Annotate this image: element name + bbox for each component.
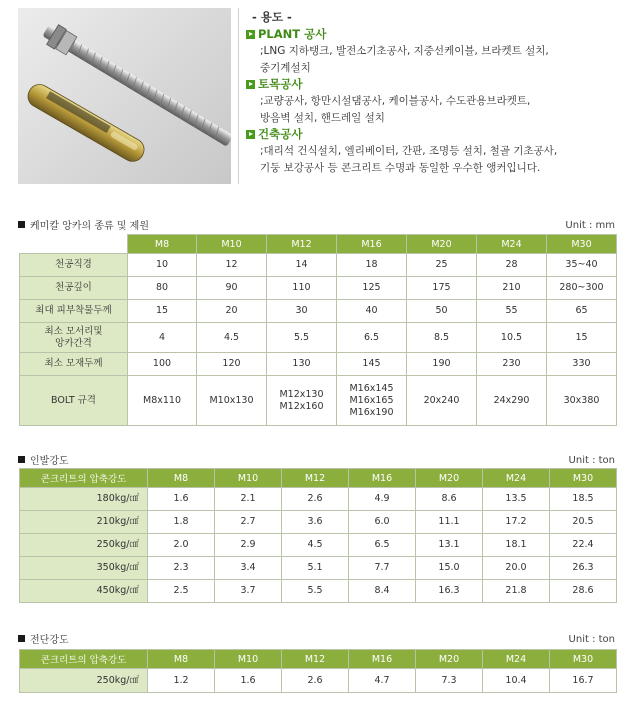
square-bullet-icon — [18, 221, 25, 228]
table-cell: 2.5 — [148, 580, 215, 603]
table-cell: 13.1 — [416, 534, 483, 557]
table-cell: 26.3 — [550, 557, 617, 580]
table-cell: 125 — [337, 277, 407, 300]
table-cell: 1.6 — [148, 488, 215, 511]
description-line: 중기계설치 — [260, 61, 311, 74]
table-cell: 21.8 — [483, 580, 550, 603]
column-header: M16 — [349, 469, 416, 488]
row-header: 350kg/㎠ — [20, 557, 148, 580]
category-description — [246, 143, 618, 176]
anchor-bolt-illustration — [18, 8, 231, 184]
column-header: M30 — [547, 235, 617, 254]
column-header: M12 — [282, 650, 349, 669]
table-cell: 11.1 — [416, 511, 483, 534]
description-line: ;LNG 지하탱크, 발전소기초공사, 지중선케이블, 브라켓트 설치, — [260, 45, 549, 57]
table-cell: 6.5 — [337, 323, 407, 353]
table-cell: M8x110 — [128, 376, 197, 426]
row-header: 최대 피부착물두께 — [20, 300, 128, 323]
description-line: 방음벽 설치, 핸드레일 설치 — [260, 111, 385, 124]
column-header: M30 — [550, 650, 617, 669]
corner-cell — [20, 235, 128, 254]
table-cell: 18.1 — [483, 534, 550, 557]
table-row — [20, 511, 617, 534]
shear-unit: Unit : ton — [568, 634, 615, 645]
table-cell: 22.4 — [550, 534, 617, 557]
table-cell: 3.4 — [215, 557, 282, 580]
table-cell: 2.9 — [215, 534, 282, 557]
table-cell: 15.0 — [416, 557, 483, 580]
table-cell: M12x130 M12x160 — [267, 376, 337, 426]
table-cell: 90 — [197, 277, 267, 300]
description-line: ;교량공사, 항만시설댐공사, 케이블공사, 수도관용브라켓트, — [260, 95, 531, 107]
row-header: 천공직경 — [20, 254, 128, 277]
table-cell: 8.4 — [349, 580, 416, 603]
spec-unit: Unit : mm — [565, 220, 615, 231]
table-cell: 5.5 — [282, 580, 349, 603]
description-line: ;대리석 건식설치, 엘리베이터, 간판, 조명등 설치, 철골 기초공사, — [260, 145, 558, 157]
table-cell: 17.2 — [483, 511, 550, 534]
table-cell: 4.9 — [349, 488, 416, 511]
table-cell: 280~300 — [547, 277, 617, 300]
table-cell: 20x240 — [407, 376, 477, 426]
column-header: M8 — [148, 469, 215, 488]
table-cell: 5.1 — [282, 557, 349, 580]
shear-section-title — [18, 631, 69, 646]
square-bullet-icon — [18, 635, 25, 642]
table-cell: 65 — [547, 300, 617, 323]
category-name: PLANT 공사 — [258, 27, 327, 41]
product-photo — [18, 8, 231, 184]
table-cell: 1.6 — [215, 669, 282, 693]
column-header: M20 — [416, 469, 483, 488]
table-cell: 100 — [128, 353, 197, 376]
table-row — [20, 376, 617, 426]
table-cell: 4.7 — [349, 669, 416, 693]
row-header: 최소 모서리및 앙카간격 — [20, 323, 128, 353]
table-cell: 4.5 — [197, 323, 267, 353]
column-header: M24 — [477, 235, 547, 254]
tensile-section-title — [18, 452, 69, 467]
section-title-text: 전단강도 — [30, 635, 69, 646]
description-line: 기둥 보강공사 등 콘크리트 수명과 동일한 우수한 앵커입니다. — [260, 161, 541, 174]
section-title-text: 인발강도 — [30, 456, 69, 467]
table-cell: 2.6 — [282, 488, 349, 511]
table-cell: 12 — [197, 254, 267, 277]
table-cell: 24x290 — [477, 376, 547, 426]
table-cell: 18.5 — [550, 488, 617, 511]
square-bullet-icon — [18, 456, 25, 463]
arrow-right-icon — [246, 130, 255, 139]
table-cell: 20.0 — [483, 557, 550, 580]
table-cell: 16.7 — [550, 669, 617, 693]
table-cell: 2.7 — [215, 511, 282, 534]
column-header: M16 — [349, 650, 416, 669]
usage-category-civil — [246, 76, 618, 93]
column-header: M8 — [128, 235, 197, 254]
table-cell: 4.5 — [282, 534, 349, 557]
column-header: M30 — [550, 469, 617, 488]
column-header: M8 — [148, 650, 215, 669]
table-cell: 2.3 — [148, 557, 215, 580]
tensile-unit: Unit : ton — [568, 455, 615, 466]
column-header: M20 — [407, 235, 477, 254]
spec-section-title — [18, 217, 149, 232]
table-cell: 6.0 — [349, 511, 416, 534]
table-cell: 2.6 — [282, 669, 349, 693]
table-header-row — [20, 235, 617, 254]
table-row — [20, 488, 617, 511]
table-cell: 10 — [128, 254, 197, 277]
table-cell: 175 — [407, 277, 477, 300]
column-header: M10 — [215, 650, 282, 669]
table-cell: 2.1 — [215, 488, 282, 511]
shear-table — [19, 649, 617, 693]
category-name: 건축공사 — [258, 127, 303, 141]
column-header: M12 — [282, 469, 349, 488]
column-header: M12 — [267, 235, 337, 254]
table-row — [20, 323, 617, 353]
row-header: 250kg/㎠ — [20, 534, 148, 557]
table-cell: 14 — [267, 254, 337, 277]
table-cell: 55 — [477, 300, 547, 323]
table-cell: 35~40 — [547, 254, 617, 277]
table-row — [20, 353, 617, 376]
table-row — [20, 580, 617, 603]
table-cell: 7.3 — [416, 669, 483, 693]
table-row — [20, 557, 617, 580]
arrow-right-icon — [246, 30, 255, 39]
row-header: 천공깊이 — [20, 277, 128, 300]
table-cell: 210 — [477, 277, 547, 300]
table-row — [20, 300, 617, 323]
table-cell: 30x380 — [547, 376, 617, 426]
column-header: M10 — [197, 235, 267, 254]
table-cell: 8.5 — [407, 323, 477, 353]
table-cell: 4 — [128, 323, 197, 353]
table-cell: 50 — [407, 300, 477, 323]
table-header-row — [20, 469, 617, 488]
table-header-row — [20, 650, 617, 669]
table-cell: 40 — [337, 300, 407, 323]
tensile-table — [19, 468, 617, 603]
table-cell: 230 — [477, 353, 547, 376]
table-cell: 1.8 — [148, 511, 215, 534]
table-row — [20, 277, 617, 300]
table-cell: M10x130 — [197, 376, 267, 426]
table-cell: 20 — [197, 300, 267, 323]
table-cell: 80 — [128, 277, 197, 300]
row-header: 최소 모재두께 — [20, 353, 128, 376]
table-cell: 7.7 — [349, 557, 416, 580]
corner-header: 콘크리트의 압축강도 — [20, 469, 148, 488]
category-description — [246, 43, 618, 76]
column-header: M24 — [483, 650, 550, 669]
table-cell: 16.3 — [416, 580, 483, 603]
table-cell: 6.5 — [349, 534, 416, 557]
table-cell: 15 — [547, 323, 617, 353]
table-cell: 25 — [407, 254, 477, 277]
table-cell: 190 — [407, 353, 477, 376]
table-cell: 3.6 — [282, 511, 349, 534]
table-cell: 1.2 — [148, 669, 215, 693]
column-header: M20 — [416, 650, 483, 669]
table-cell: 8.6 — [416, 488, 483, 511]
table-cell: 3.7 — [215, 580, 282, 603]
table-cell: M16x145 M16x165 M16x190 — [337, 376, 407, 426]
usage-category-building — [246, 126, 618, 143]
usage-category-plant — [246, 26, 618, 43]
section-title-text: 케미칼 앙카의 종류 및 제원 — [30, 221, 149, 232]
table-cell: 145 — [337, 353, 407, 376]
category-description — [246, 93, 618, 126]
row-header: 180kg/㎠ — [20, 488, 148, 511]
table-cell: 130 — [267, 353, 337, 376]
usage-section — [246, 8, 618, 176]
table-cell: 28 — [477, 254, 547, 277]
usage-title: - 용도 - — [252, 10, 292, 24]
row-header: 450kg/㎠ — [20, 580, 148, 603]
column-header: M10 — [215, 469, 282, 488]
column-header: M16 — [337, 235, 407, 254]
row-header: 210kg/㎠ — [20, 511, 148, 534]
category-name: 토목공사 — [258, 77, 303, 91]
table-cell: 13.5 — [483, 488, 550, 511]
table-row — [20, 534, 617, 557]
arrow-right-icon — [246, 80, 255, 89]
table-cell: 30 — [267, 300, 337, 323]
table-cell: 2.0 — [148, 534, 215, 557]
column-header: M24 — [483, 469, 550, 488]
spec-table — [19, 234, 617, 426]
table-row — [20, 669, 617, 693]
table-cell: 18 — [337, 254, 407, 277]
row-header: 250kg/㎠ — [20, 669, 148, 693]
corner-header: 콘크리트의 압축강도 — [20, 650, 148, 669]
vertical-divider — [238, 8, 239, 184]
table-cell: 120 — [197, 353, 267, 376]
table-cell: 20.5 — [550, 511, 617, 534]
table-cell: 10.5 — [477, 323, 547, 353]
table-cell: 15 — [128, 300, 197, 323]
row-header: BOLT 규격 — [20, 376, 128, 426]
table-cell: 28.6 — [550, 580, 617, 603]
table-row — [20, 254, 617, 277]
table-cell: 5.5 — [267, 323, 337, 353]
table-cell: 330 — [547, 353, 617, 376]
table-cell: 110 — [267, 277, 337, 300]
table-cell: 10.4 — [483, 669, 550, 693]
